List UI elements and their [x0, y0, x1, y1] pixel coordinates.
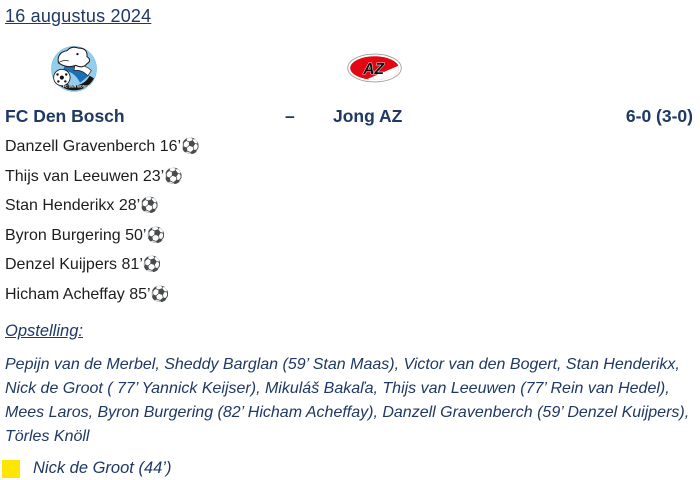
goal-row — [5, 250, 695, 280]
goal-minute: 50’ — [125, 226, 147, 244]
goal-scorer: Stan Henderikx — [5, 197, 115, 214]
den-bosch-crest-text: FC DEN BOSCH — [62, 84, 91, 89]
soccer-ball-icon: ⚽ — [146, 225, 166, 244]
yellow-card-player: Nick de Groot (44’) — [33, 459, 172, 477]
soccer-ball-icon: ⚽ — [150, 284, 170, 303]
az-crest-text: AZ — [363, 60, 384, 78]
goal-row — [5, 221, 695, 251]
final-score: 6-0 (3-0) — [625, 106, 693, 126]
goal-row — [5, 191, 695, 221]
yellow-card-icon — [2, 460, 20, 478]
soccer-ball-icon: ⚽ — [142, 255, 162, 273]
club-logos-row — [5, 39, 695, 97]
goal-minute: 81’ — [121, 256, 143, 273]
goal-row — [5, 132, 695, 162]
team-separator: – — [285, 106, 295, 126]
goal-scorers-list — [5, 132, 695, 309]
goal-scorer: Denzel Kuijpers — [5, 256, 118, 273]
goal-minute: 28’ — [118, 197, 141, 214]
soccer-ball-icon: ⚽ — [181, 137, 200, 155]
lineup-players: Pepijn van de Merbel, Sheddy Barglan (59’ Stan Maas), Victor van den Bogert, Stan Henderikx, Nick de Groot ( 77’ Yannick Keijser), Mikuláš Bakaľa, Thijs van Leeuwen (77’ Rein van Hedel), Mees Laros, Byron Burgering (82’ Hicham Acheffay), Danzell Gravenberch (59’ Denzel Kuijpers), Törles Knöll — [5, 356, 690, 445]
soccer-ball-icon: ⚽ — [140, 196, 159, 214]
yellow-card-row — [2, 459, 695, 478]
goal-scorer: Danzell Gravenberch — [5, 138, 156, 155]
goal-scorer: Hicham Acheffay — [5, 285, 125, 303]
goal-scorer: Byron Burgering — [5, 226, 121, 244]
goal-minute: 85’ — [129, 285, 151, 303]
jong-az-logo-icon — [347, 53, 402, 83]
away-team-name: Jong AZ — [333, 106, 403, 126]
soccer-ball-icon: ⚽ — [164, 166, 183, 185]
lineup-heading: Opstelling: — [5, 322, 83, 340]
goal-minute: 23’ — [142, 167, 165, 185]
goal-row — [5, 162, 695, 192]
goal-scorer: Thijs van Leeuwen — [5, 167, 139, 185]
match-result-row — [5, 106, 695, 127]
goal-minute: 16’ — [159, 138, 182, 155]
home-team-name: FC Den Bosch — [5, 106, 125, 126]
fc-den-bosch-logo-icon — [48, 40, 100, 96]
goal-row — [5, 280, 695, 310]
match-date[interactable]: 16 augustus 2024 — [5, 6, 152, 26]
